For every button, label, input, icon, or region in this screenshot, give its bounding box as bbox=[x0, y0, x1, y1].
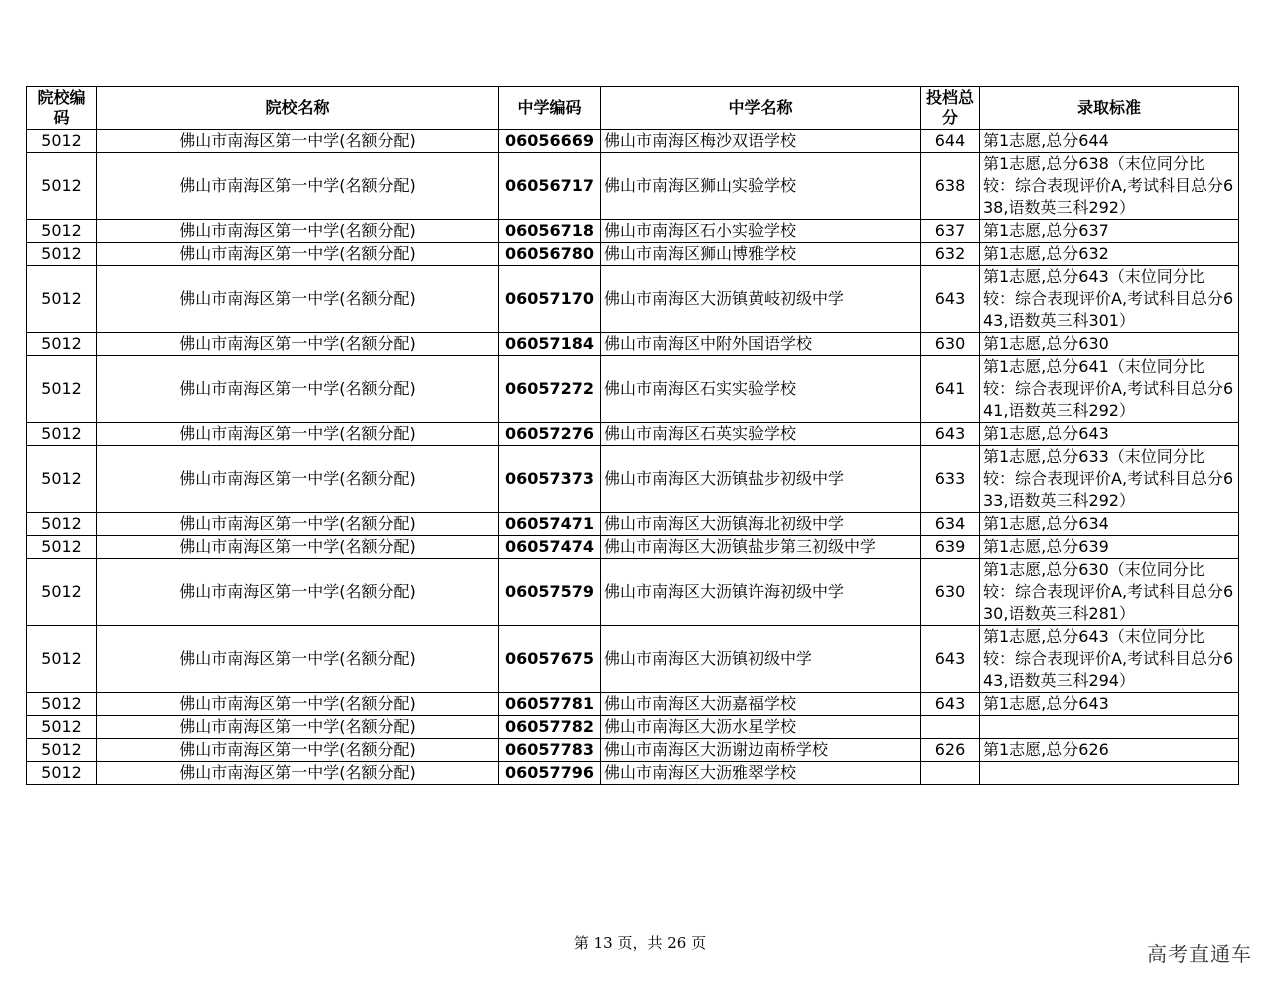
cell-school-code: 06057783 bbox=[499, 739, 601, 762]
cell-school-code: 06057579 bbox=[499, 559, 601, 626]
cell-school-name: 佛山市南海区大沥镇盐步第三初级中学 bbox=[601, 536, 921, 559]
header-college-name: 院校名称 bbox=[97, 87, 499, 130]
cell-school-code: 06057184 bbox=[499, 333, 601, 356]
cell-school-name: 佛山市南海区大沥水星学校 bbox=[601, 716, 921, 739]
table-row bbox=[27, 220, 1239, 243]
header-standard: 录取标准 bbox=[980, 87, 1239, 130]
cell-college-name: 佛山市南海区第一中学(名额分配) bbox=[97, 220, 499, 243]
cell-college-code: 5012 bbox=[27, 333, 97, 356]
cell-college-name: 佛山市南海区第一中学(名额分配) bbox=[97, 243, 499, 266]
cell-score: 630 bbox=[921, 559, 980, 626]
watermark-text: 高考直通车 bbox=[1147, 942, 1252, 966]
cell-score: 632 bbox=[921, 243, 980, 266]
cell-school-code: 06057276 bbox=[499, 423, 601, 446]
cell-school-name: 佛山市南海区石英实验学校 bbox=[601, 423, 921, 446]
cell-school-name: 佛山市南海区中附外国语学校 bbox=[601, 333, 921, 356]
cell-school-code: 06057272 bbox=[499, 356, 601, 423]
admission-table bbox=[26, 86, 1239, 785]
cell-school-code: 06057373 bbox=[499, 446, 601, 513]
cell-school-name: 佛山市南海区大沥镇盐步初级中学 bbox=[601, 446, 921, 513]
table-row bbox=[27, 693, 1239, 716]
cell-standard: 第1志愿,总分643（末位同分比较：综合表现评价A,考试科目总分643,语数英三科301） bbox=[980, 266, 1239, 333]
cell-college-code: 5012 bbox=[27, 626, 97, 693]
cell-standard bbox=[980, 762, 1239, 785]
cell-college-name: 佛山市南海区第一中学(名额分配) bbox=[97, 333, 499, 356]
cell-score: 643 bbox=[921, 266, 980, 333]
cell-school-code: 06057782 bbox=[499, 716, 601, 739]
cell-score: 633 bbox=[921, 446, 980, 513]
cell-standard: 第1志愿,总分630（末位同分比较：综合表现评价A,考试科目总分630,语数英三科281） bbox=[980, 559, 1239, 626]
table-row bbox=[27, 716, 1239, 739]
cell-college-name: 佛山市南海区第一中学(名额分配) bbox=[97, 693, 499, 716]
cell-score bbox=[921, 716, 980, 739]
cell-school-name: 佛山市南海区石实实验学校 bbox=[601, 356, 921, 423]
table-row bbox=[27, 626, 1239, 693]
cell-school-name: 佛山市南海区大沥嘉福学校 bbox=[601, 693, 921, 716]
cell-college-name: 佛山市南海区第一中学(名额分配) bbox=[97, 356, 499, 423]
cell-college-name: 佛山市南海区第一中学(名额分配) bbox=[97, 762, 499, 785]
cell-school-code: 06057675 bbox=[499, 626, 601, 693]
cell-standard: 第1志愿,总分639 bbox=[980, 536, 1239, 559]
cell-college-code: 5012 bbox=[27, 130, 97, 153]
cell-standard: 第1志愿,总分643 bbox=[980, 423, 1239, 446]
cell-school-code: 06056780 bbox=[499, 243, 601, 266]
cell-college-name: 佛山市南海区第一中学(名额分配) bbox=[97, 446, 499, 513]
cell-college-code: 5012 bbox=[27, 446, 97, 513]
cell-college-code: 5012 bbox=[27, 153, 97, 220]
cell-standard: 第1志愿,总分644 bbox=[980, 130, 1239, 153]
cell-score: 639 bbox=[921, 536, 980, 559]
header-school-name: 中学名称 bbox=[601, 87, 921, 130]
cell-score: 626 bbox=[921, 739, 980, 762]
cell-college-name: 佛山市南海区第一中学(名额分配) bbox=[97, 266, 499, 333]
cell-school-code: 06056718 bbox=[499, 220, 601, 243]
cell-score: 643 bbox=[921, 693, 980, 716]
cell-school-name: 佛山市南海区狮山实验学校 bbox=[601, 153, 921, 220]
cell-school-code: 06057170 bbox=[499, 266, 601, 333]
cell-college-name: 佛山市南海区第一中学(名额分配) bbox=[97, 559, 499, 626]
cell-standard: 第1志愿,总分634 bbox=[980, 513, 1239, 536]
cell-college-code: 5012 bbox=[27, 243, 97, 266]
cell-standard: 第1志愿,总分630 bbox=[980, 333, 1239, 356]
cell-standard: 第1志愿,总分637 bbox=[980, 220, 1239, 243]
table-body bbox=[27, 130, 1239, 785]
cell-college-name: 佛山市南海区第一中学(名额分配) bbox=[97, 513, 499, 536]
cell-score: 638 bbox=[921, 153, 980, 220]
table-row bbox=[27, 153, 1239, 220]
cell-score: 637 bbox=[921, 220, 980, 243]
header-college-code: 院校编码 bbox=[27, 87, 97, 130]
cell-standard: 第1志愿,总分643 bbox=[980, 693, 1239, 716]
cell-school-name: 佛山市南海区梅沙双语学校 bbox=[601, 130, 921, 153]
cell-college-name: 佛山市南海区第一中学(名额分配) bbox=[97, 716, 499, 739]
cell-school-code: 06056717 bbox=[499, 153, 601, 220]
cell-school-code: 06057471 bbox=[499, 513, 601, 536]
cell-score bbox=[921, 762, 980, 785]
header-school-code: 中学编码 bbox=[499, 87, 601, 130]
cell-score: 644 bbox=[921, 130, 980, 153]
cell-college-code: 5012 bbox=[27, 513, 97, 536]
header-score: 投档总分 bbox=[921, 87, 980, 130]
table-row bbox=[27, 536, 1239, 559]
table-row bbox=[27, 266, 1239, 333]
cell-college-name: 佛山市南海区第一中学(名额分配) bbox=[97, 423, 499, 446]
cell-score: 630 bbox=[921, 333, 980, 356]
cell-school-name: 佛山市南海区大沥镇黄岐初级中学 bbox=[601, 266, 921, 333]
cell-college-code: 5012 bbox=[27, 536, 97, 559]
cell-college-name: 佛山市南海区第一中学(名额分配) bbox=[97, 153, 499, 220]
cell-standard: 第1志愿,总分643（末位同分比较：综合表现评价A,考试科目总分643,语数英三科294） bbox=[980, 626, 1239, 693]
table-row bbox=[27, 559, 1239, 626]
cell-college-name: 佛山市南海区第一中学(名额分配) bbox=[97, 130, 499, 153]
cell-school-code: 06056669 bbox=[499, 130, 601, 153]
cell-school-code: 06057781 bbox=[499, 693, 601, 716]
cell-school-name: 佛山市南海区石小实验学校 bbox=[601, 220, 921, 243]
cell-college-name: 佛山市南海区第一中学(名额分配) bbox=[97, 739, 499, 762]
cell-school-name: 佛山市南海区大沥镇初级中学 bbox=[601, 626, 921, 693]
cell-college-code: 5012 bbox=[27, 423, 97, 446]
cell-college-name: 佛山市南海区第一中学(名额分配) bbox=[97, 626, 499, 693]
cell-school-name: 佛山市南海区大沥镇海北初级中学 bbox=[601, 513, 921, 536]
cell-college-code: 5012 bbox=[27, 356, 97, 423]
cell-college-code: 5012 bbox=[27, 693, 97, 716]
table-row bbox=[27, 333, 1239, 356]
table-header-row bbox=[27, 87, 1239, 130]
cell-school-name: 佛山市南海区大沥雅翠学校 bbox=[601, 762, 921, 785]
cell-college-code: 5012 bbox=[27, 762, 97, 785]
table-row bbox=[27, 130, 1239, 153]
cell-score: 634 bbox=[921, 513, 980, 536]
cell-score: 643 bbox=[921, 423, 980, 446]
cell-standard: 第1志愿,总分626 bbox=[980, 739, 1239, 762]
table-row bbox=[27, 739, 1239, 762]
cell-school-code: 06057796 bbox=[499, 762, 601, 785]
cell-college-code: 5012 bbox=[27, 220, 97, 243]
table-row bbox=[27, 356, 1239, 423]
cell-standard bbox=[980, 716, 1239, 739]
cell-school-name: 佛山市南海区狮山博雅学校 bbox=[601, 243, 921, 266]
cell-score: 643 bbox=[921, 626, 980, 693]
cell-college-code: 5012 bbox=[27, 739, 97, 762]
cell-score: 641 bbox=[921, 356, 980, 423]
cell-standard: 第1志愿,总分638（末位同分比较：综合表现评价A,考试科目总分638,语数英三科292） bbox=[980, 153, 1239, 220]
cell-school-code: 06057474 bbox=[499, 536, 601, 559]
cell-college-name: 佛山市南海区第一中学(名额分配) bbox=[97, 536, 499, 559]
cell-college-code: 5012 bbox=[27, 266, 97, 333]
table-row bbox=[27, 423, 1239, 446]
page-number: 第 13 页，共 26 页 bbox=[573, 934, 707, 952]
table-row bbox=[27, 762, 1239, 785]
cell-college-code: 5012 bbox=[27, 716, 97, 739]
table-row bbox=[27, 513, 1239, 536]
cell-college-code: 5012 bbox=[27, 559, 97, 626]
cell-standard: 第1志愿,总分633（末位同分比较：综合表现评价A,考试科目总分633,语数英三科292） bbox=[980, 446, 1239, 513]
table-row bbox=[27, 243, 1239, 266]
cell-school-name: 佛山市南海区大沥谢边南桥学校 bbox=[601, 739, 921, 762]
table-row bbox=[27, 446, 1239, 513]
cell-standard: 第1志愿,总分632 bbox=[980, 243, 1239, 266]
cell-standard: 第1志愿,总分641（末位同分比较：综合表现评价A,考试科目总分641,语数英三科292） bbox=[980, 356, 1239, 423]
cell-school-name: 佛山市南海区大沥镇许海初级中学 bbox=[601, 559, 921, 626]
